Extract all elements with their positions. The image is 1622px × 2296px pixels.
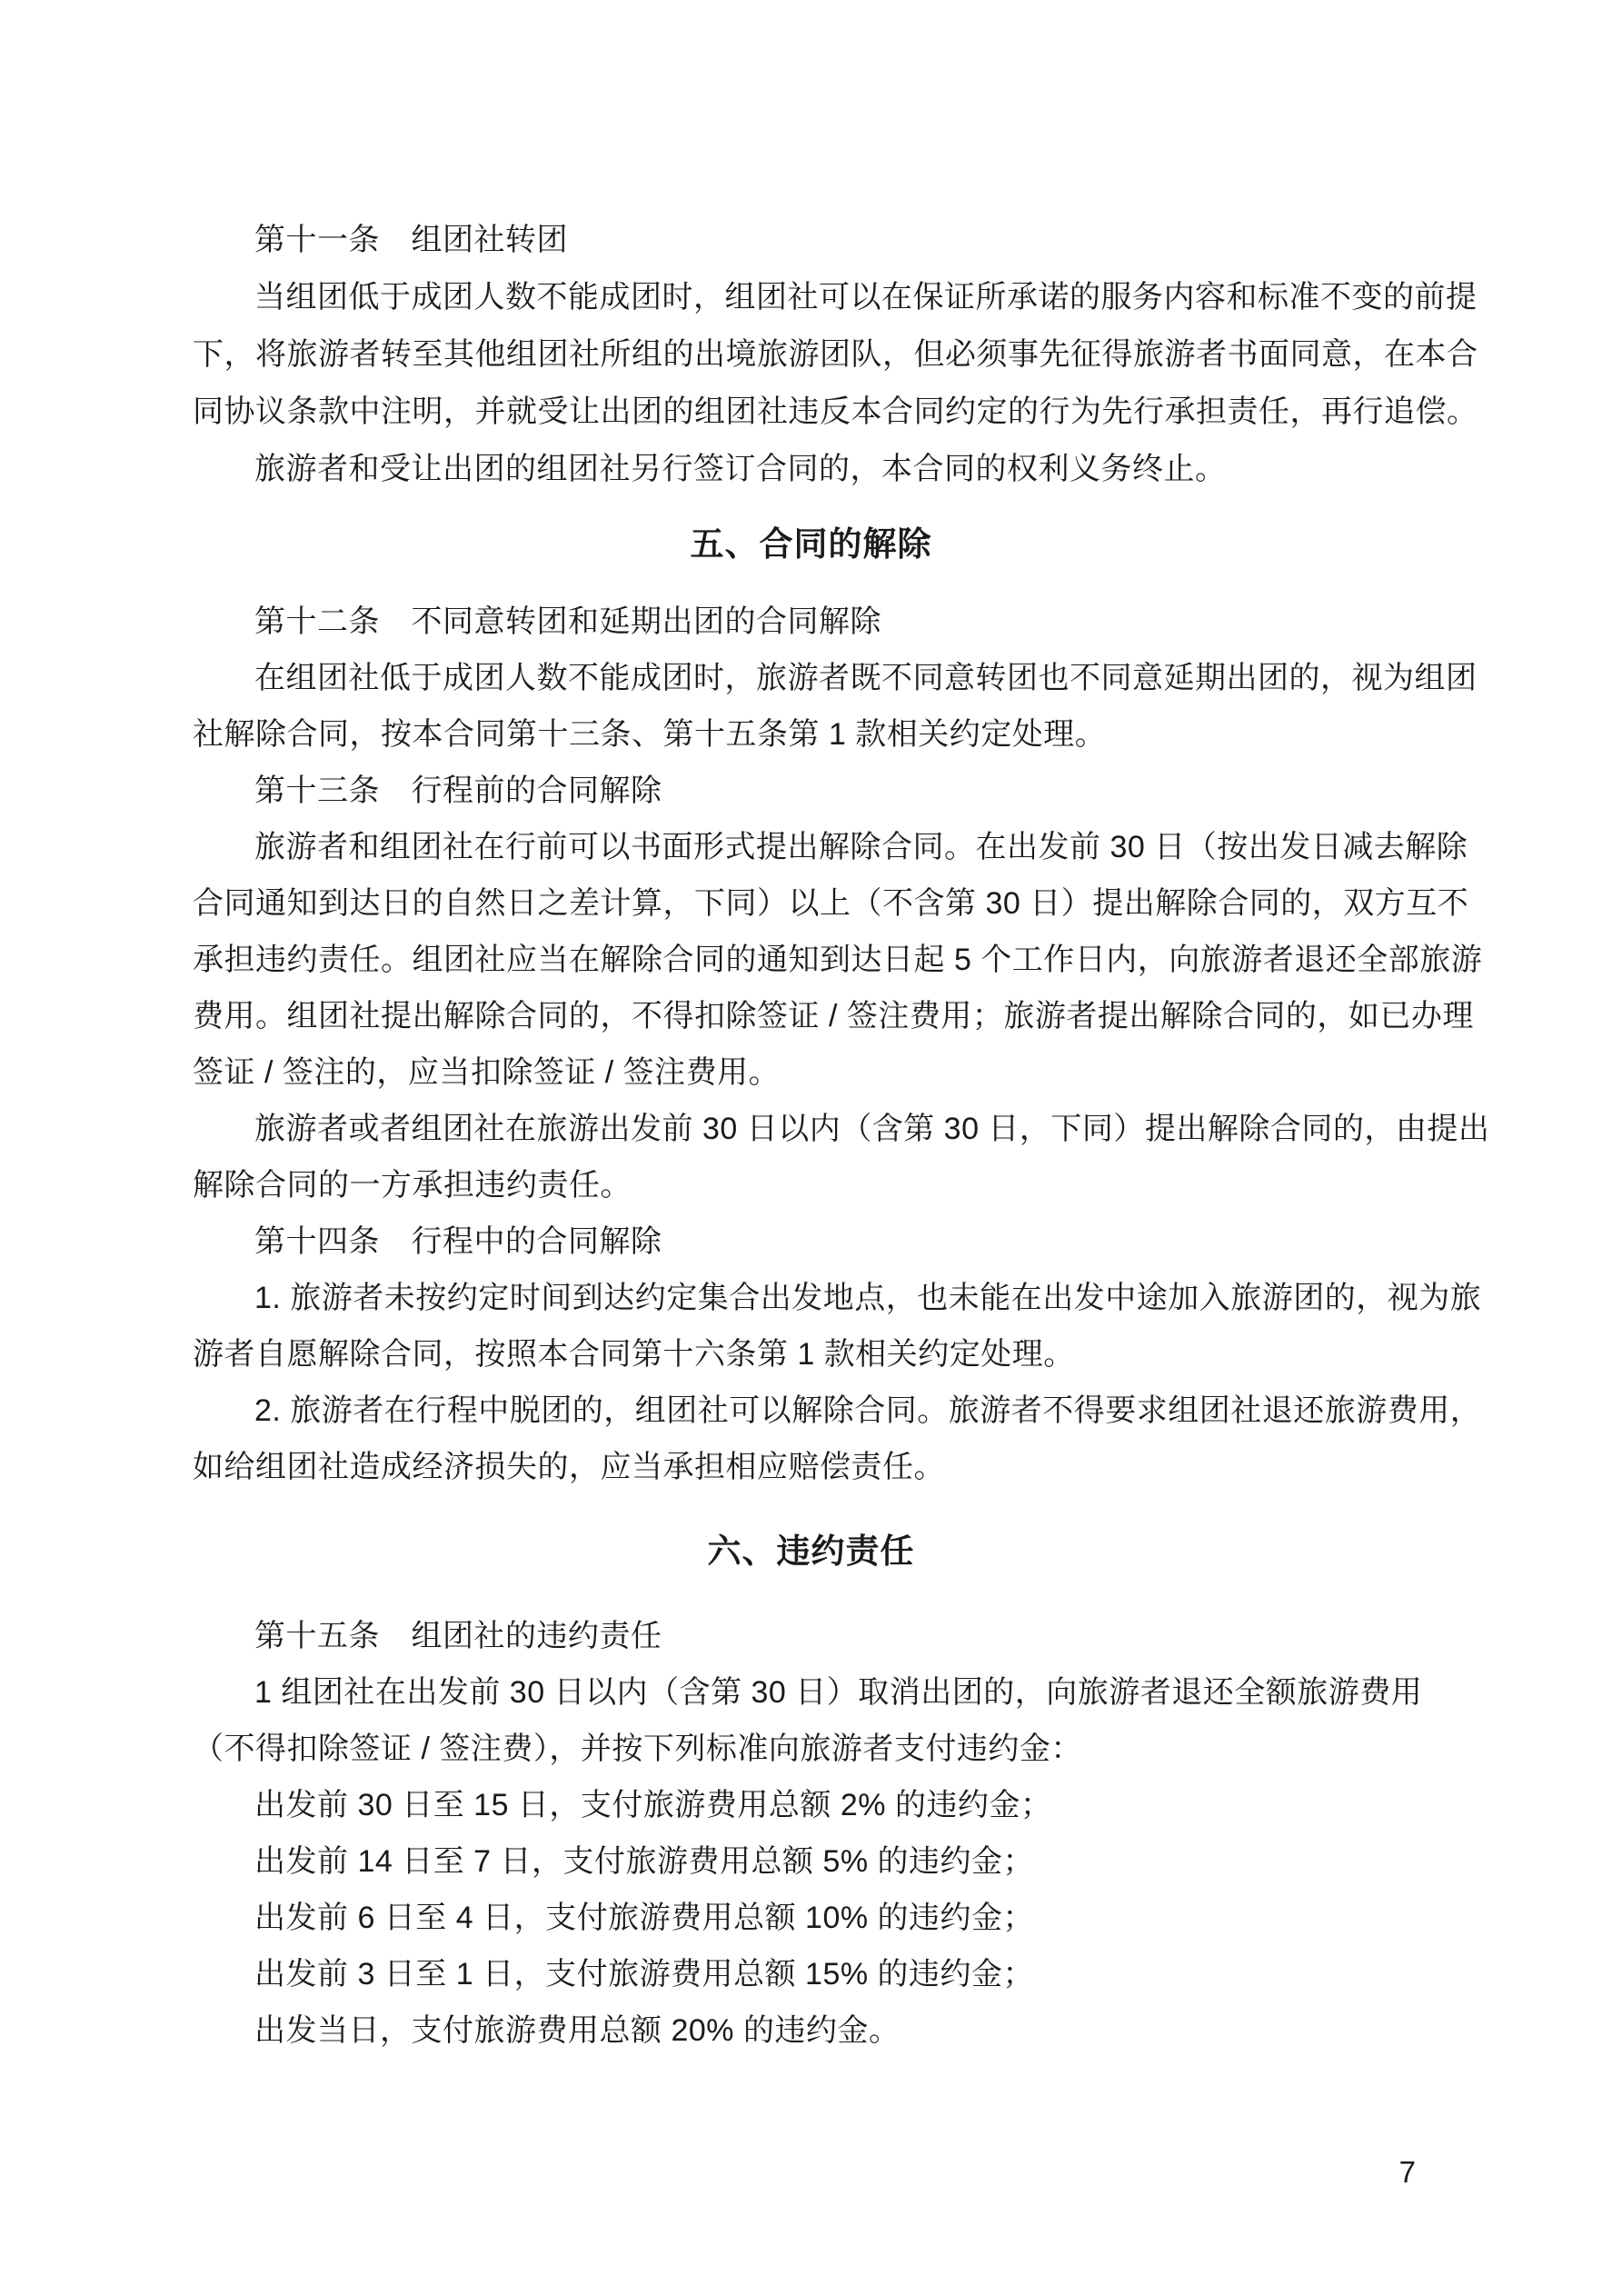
section-heading-6-breach-liability: 六、违约责任 — [707, 1532, 915, 1570]
paragraph-line: 解除合同的一方承担违约责任。 — [193, 1168, 632, 1203]
paragraph-line: 社解除合同，按本合同第十三条、第十五条第 1 款相关约定处理。 — [193, 717, 1107, 752]
list-item-line: 1 组团社在出发前 30 日以内（含第 30 日）取消出团的，向旅游者退还全额旅游费用 — [254, 1675, 1423, 1710]
clause-heading-article-12: 第十二条 不同意转团和延期出团的合同解除 — [254, 604, 881, 639]
paragraph-line: 在组团社低于成团人数不能成团时，旅游者既不同意转团也不同意延期出团的，视为组团 — [254, 661, 1478, 695]
paragraph-line: 旅游者或者组团社在旅游出发前 30 日以内（含第 30 日，下同）提出解除合同的，由提出 — [254, 1112, 1490, 1146]
paragraph-line: 如给组团社造成经济损失的，应当承担相应赔偿责任。 — [193, 1450, 945, 1484]
paragraph-line: 游者自愿解除合同，按照本合同第十六条第 1 款相关约定处理。 — [193, 1337, 1075, 1372]
paragraph-line: 签证 / 签注的，应当扣除签证 / 签注费用。 — [193, 1055, 781, 1090]
paragraph-line: 费用。组团社提出解除合同的，不得扣除签证 / 签注费用；旅游者提出解除合同的，如已办理 — [193, 999, 1474, 1033]
paragraph-line: 同协议条款中注明，并就受让出团的组团社违反本合同约定的行为先行承担责任，再行追偿。 — [193, 394, 1478, 429]
penalty-schedule-line: 出发前 14 日至 7 日，支付旅游费用总额 5% 的违约金； — [254, 1844, 1035, 1879]
paragraph-line: 承担违约责任。组团社应当在解除合同的通知到达日起 5 个工作日内，向旅游者退还全部旅游 — [193, 943, 1483, 977]
paragraph-line: 旅游者和组团社在行前可以书面形式提出解除合同。在出发前 30 日（按出发日减去解除 — [254, 830, 1468, 864]
paragraph-line: 当组团低于成团人数不能成团时，组团社可以在保证所承诺的服务内容和标准不变的前提 — [254, 280, 1478, 314]
list-item-line: 1. 旅游者未按约定时间到达约定集合出发地点，也未能在出发中途加入旅游团的，视为旅 — [254, 1281, 1482, 1315]
clause-heading-article-11: 第十一条 组团社转团 — [254, 223, 568, 257]
paragraph-line: 合同通知到达日的自然日之差计算，下同）以上（不含第 30 日）提出解除合同的，双方互不 — [193, 886, 1469, 921]
penalty-schedule-line: 出发前 3 日至 1 日，支付旅游费用总额 15% 的违约金； — [254, 1957, 1035, 1992]
penalty-schedule-line: 出发当日，支付旅游费用总额 20% 的违约金。 — [254, 2013, 901, 2048]
penalty-schedule-line: 出发前 6 日至 4 日，支付旅游费用总额 10% 的违约金； — [254, 1901, 1035, 1935]
page-number: 7 — [1398, 2155, 1416, 2189]
clause-heading-article-14: 第十四条 行程中的合同解除 — [254, 1224, 662, 1259]
section-heading-5-contract-termination: 五、合同的解除 — [690, 525, 932, 563]
list-item-line: 2. 旅游者在行程中脱团的，组团社可以解除合同。旅游者不得要求组团社退还旅游费用， — [254, 1393, 1482, 1428]
paragraph-line: 下，将旅游者转至其他组团社所组的出境旅游团队，但必须事先征得旅游者书面同意，在本合 — [193, 337, 1478, 372]
clause-heading-article-13: 第十三条 行程前的合同解除 — [254, 774, 662, 808]
clause-heading-article-15: 第十五条 组团社的违约责任 — [254, 1619, 662, 1653]
paragraph-line: （不得扣除签证 / 签注费），并按下列标准向旅游者支付违约金： — [193, 1732, 1082, 1766]
penalty-schedule-line: 出发前 30 日至 15 日，支付旅游费用总额 2% 的违约金； — [254, 1788, 1052, 1822]
paragraph-line: 旅游者和受让出团的组团社另行签订合同的，本合同的权利义务终止。 — [254, 452, 1227, 486]
